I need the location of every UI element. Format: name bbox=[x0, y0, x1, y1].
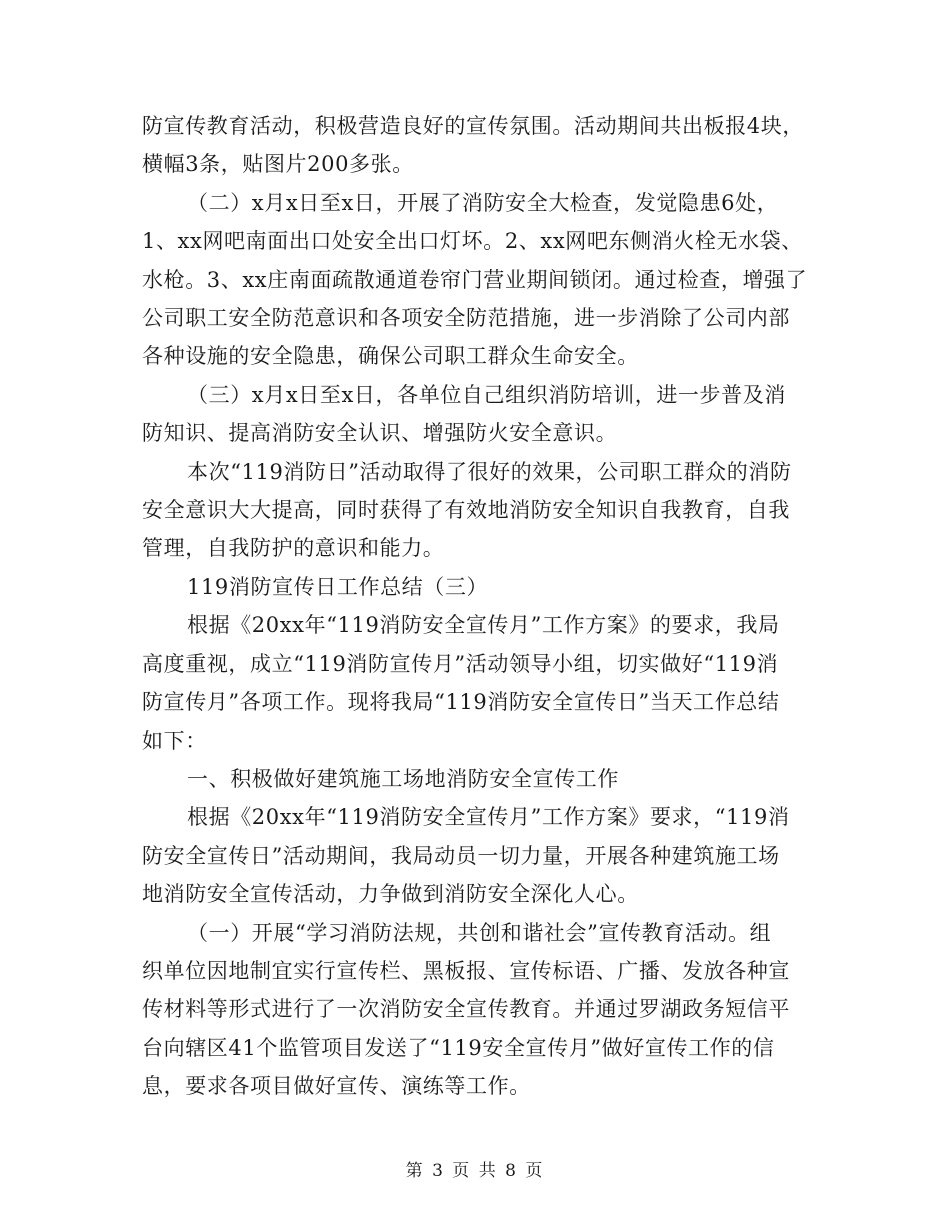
text-line: 水枪。3、xx庄南面疏散通道卷帘门营业期间锁闭。通过检查，增强了 bbox=[142, 267, 808, 292]
text-line: 防安全宣传日”活动期间，我局动员一切力量，开展各种建筑施工场 bbox=[142, 843, 780, 868]
heading-text: 119消防宣传日工作总结（三） bbox=[187, 574, 489, 599]
text-line: 防宣传月”各项工作。现将我局“119消防安全宣传日”当天工作总结 bbox=[142, 690, 780, 715]
heading-text: 一、积极做好建筑施工场地消防安全宣传工作 bbox=[187, 766, 619, 791]
section-heading bbox=[142, 568, 814, 606]
paragraph-9 bbox=[142, 914, 814, 1106]
text-line: （一）开展“学习消防法规，共创和谐社会”宣传教育活动。组 bbox=[187, 920, 772, 945]
text-line: 根据《20xx年“119消防安全宣传月”工作方案》的要求，我局 bbox=[187, 613, 780, 638]
text-line: 防宣传教育活动，积极营造良好的宣传氛围。活动期间共出板报4块， bbox=[142, 114, 804, 138]
text-line: 台向辖区41个监管项目发送了“119安全宣传月”做好宣传工作的信 bbox=[142, 1035, 775, 1060]
text-line: 高度重视，成立“119消防宣传月”活动领导小组，切实做好“119消 bbox=[142, 651, 779, 676]
text-line: 安全意识大大提高，同时获得了有效地消防安全知识自我教育，自我 bbox=[142, 498, 790, 523]
text-line: 管理，自我防护的意识和能力。 bbox=[142, 536, 445, 561]
paragraph-3 bbox=[142, 376, 814, 453]
text-line: （二）x月x日至x日，开展了消防安全大检查，发觉隐患6处， bbox=[187, 190, 779, 215]
paragraph-8 bbox=[142, 798, 814, 913]
text-line: 公司职工安全防范意识和各项安全防范措施，进一步消除了公司内部 bbox=[142, 306, 790, 331]
paragraph-4 bbox=[142, 453, 814, 568]
text-line: 横幅3条，贴图片200多张。 bbox=[142, 152, 414, 177]
text-line: 地消防安全宣传活动，力争做到消防安全深化人心。 bbox=[142, 882, 639, 907]
text-line: 防知识、提高消防安全认识、增强防火安全意识。 bbox=[142, 421, 618, 446]
text-line: 各种设施的安全隐患，确保公司职工群众生命安全。 bbox=[142, 344, 639, 369]
text-line: 息，要求各项目做好宣传、演练等工作。 bbox=[142, 1074, 531, 1099]
text-line: 根据《20xx年“119消防安全宣传月”工作方案》要求，“119消 bbox=[187, 805, 790, 830]
paragraph-6 bbox=[142, 606, 814, 760]
text-line: 如下： bbox=[142, 728, 207, 753]
text-line: 1、xx网吧南面出口处安全出口灯坏。2、xx网吧东侧消火栓无水袋、 bbox=[142, 229, 803, 254]
text-line: （三）x月x日至x日，各单位自己组织消防培训，进一步普及消 bbox=[187, 382, 786, 407]
subsection-heading bbox=[142, 760, 814, 798]
paragraph-1 bbox=[142, 107, 814, 184]
document-body bbox=[142, 107, 814, 1106]
text-line: 传材料等形式进行了一次消防安全宣传教育。并通过罗湖政务短信平 bbox=[142, 997, 790, 1022]
paragraph-2 bbox=[142, 184, 814, 376]
text-line: 织单位因地制宜实行宣传栏、黑板报、宣传标语、广播、发放各种宣 bbox=[142, 958, 790, 983]
page-number-footer: 第 3 页 共 8 页 bbox=[405, 1161, 545, 1181]
text-line: 本次“119消防日”活动取得了很好的效果，公司职工群众的消防 bbox=[187, 459, 792, 484]
